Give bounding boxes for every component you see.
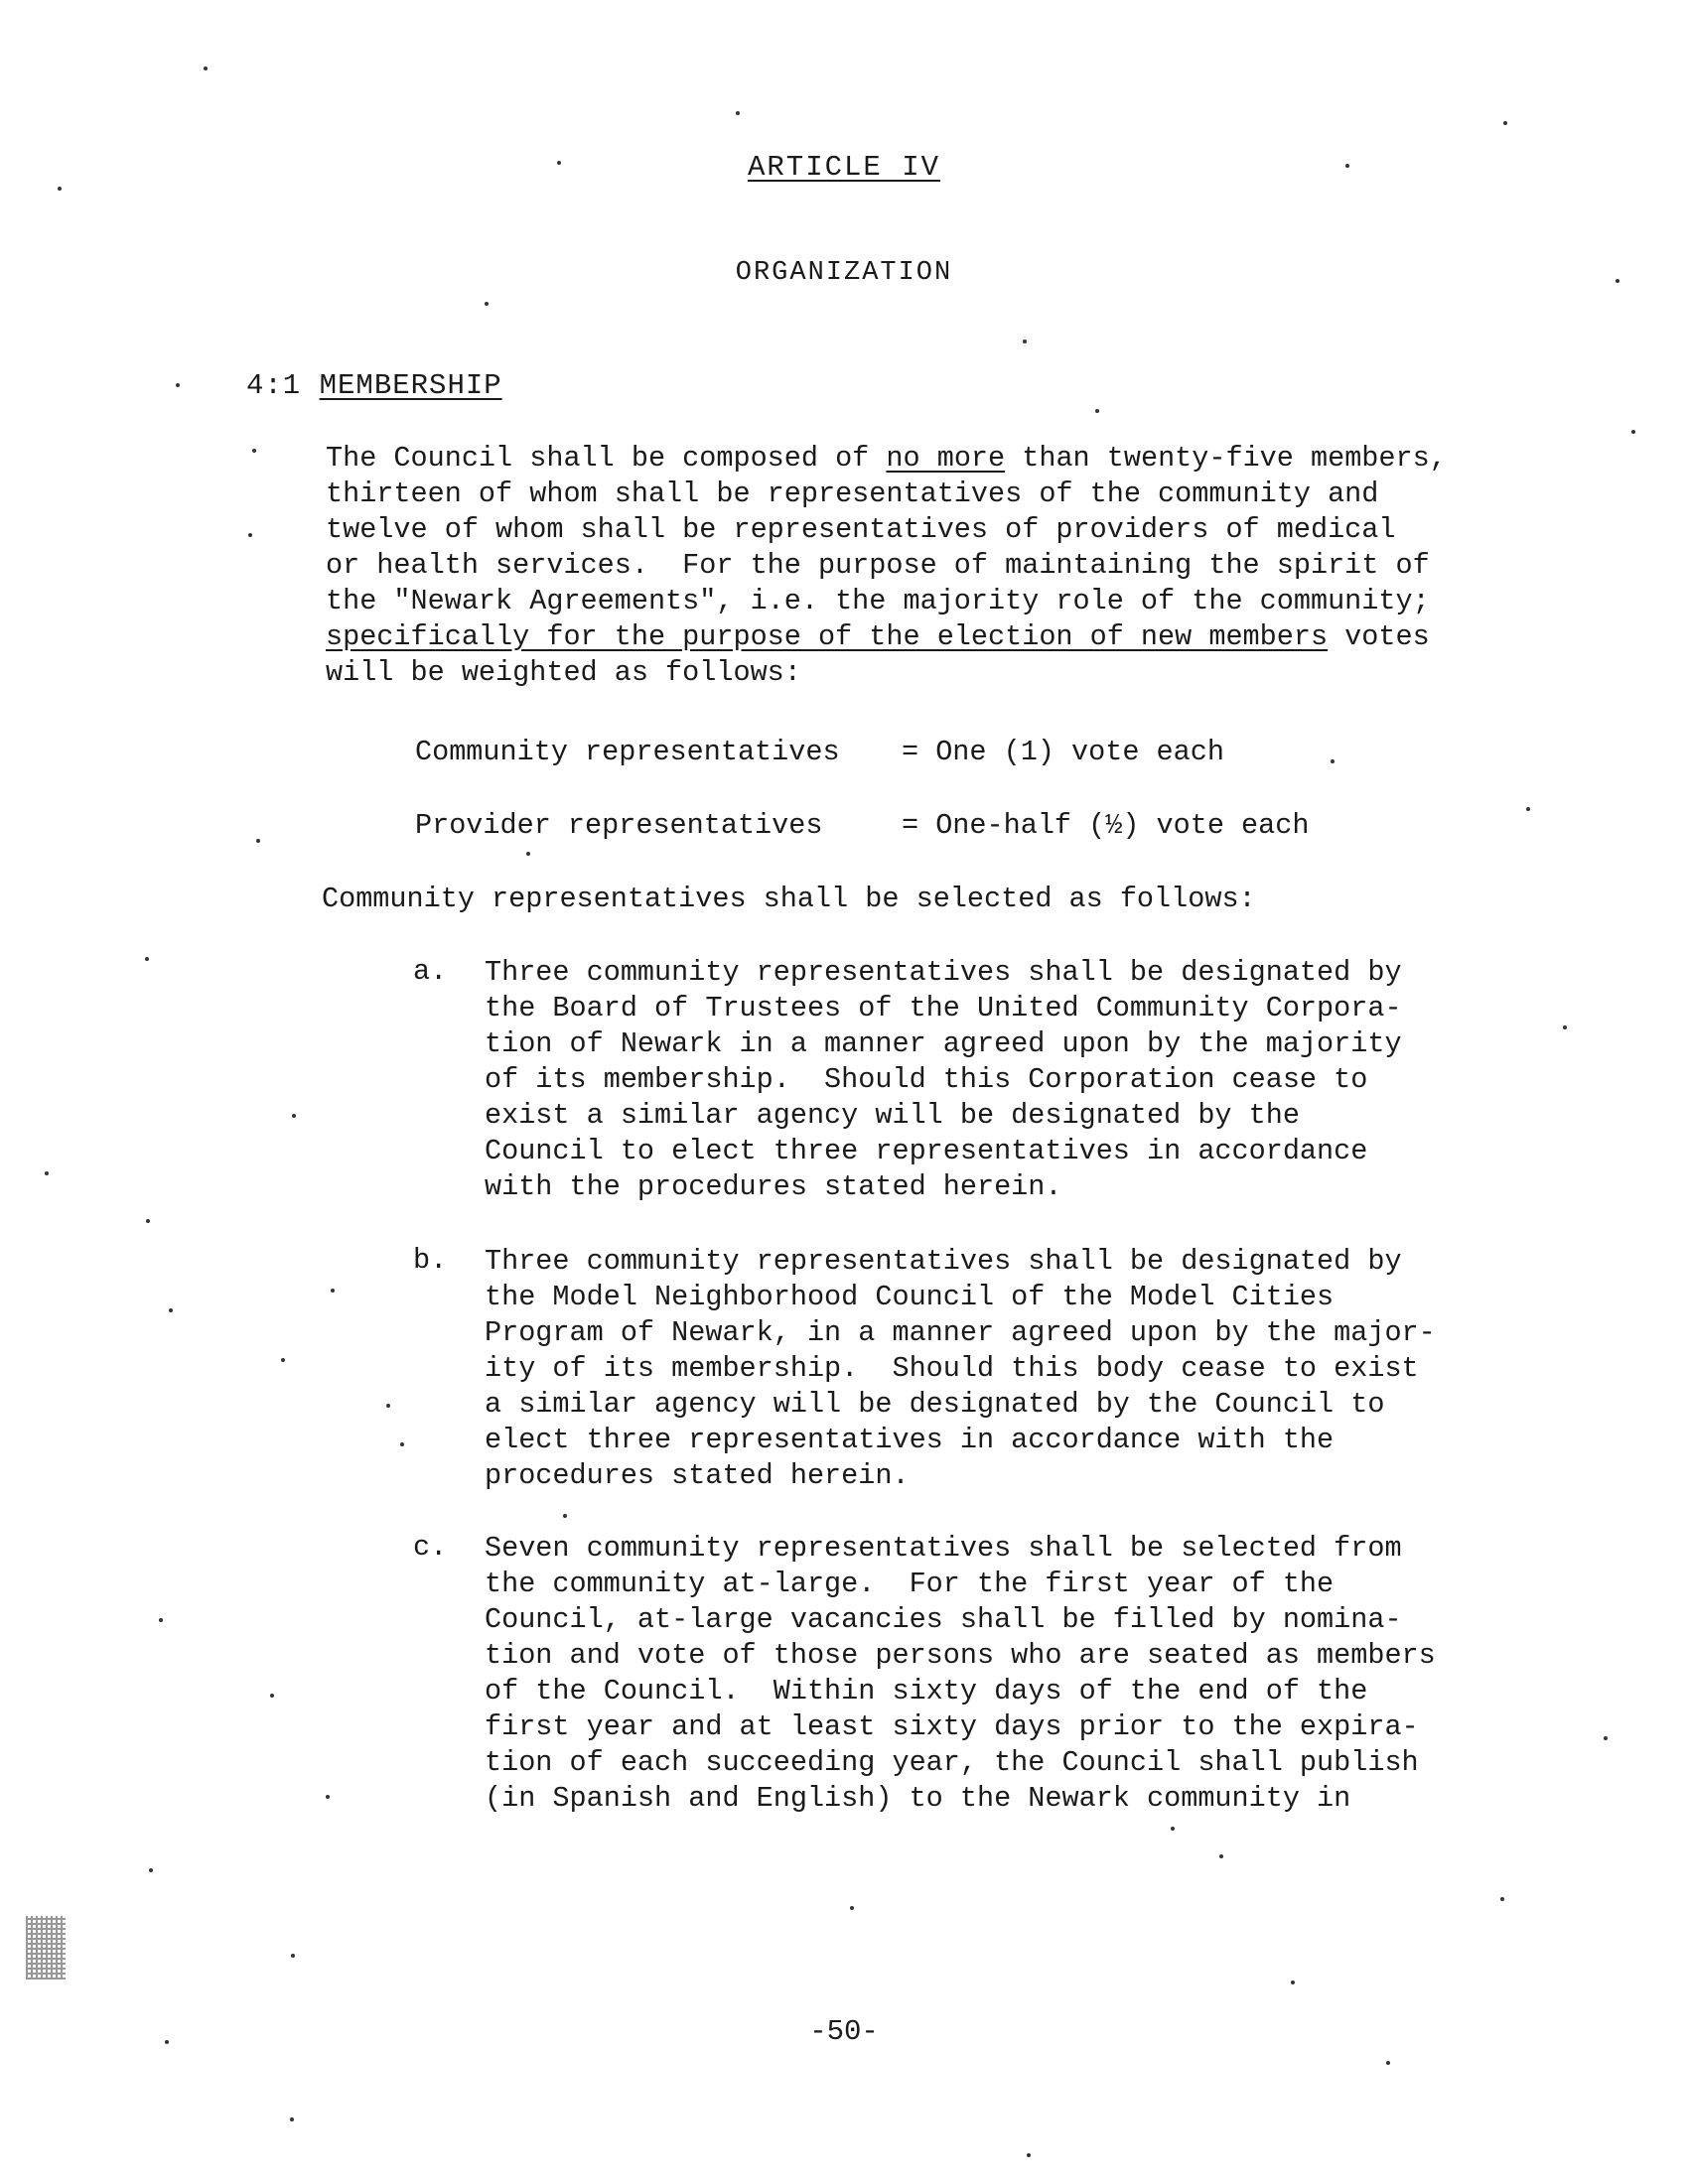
- section-number: 4:1: [246, 369, 302, 402]
- scan-speck: [400, 1442, 404, 1446]
- list-line: ity of its membership. Should this body cease to exist: [485, 1352, 1419, 1385]
- scan-speck: [1027, 2153, 1031, 2157]
- scan-speck: [557, 161, 561, 165]
- intro-line-1a: The Council shall be composed of: [326, 442, 887, 475]
- list-line: the Model Neighborhood Council of the Model Cities: [485, 1281, 1335, 1313]
- intro-line-1-underlined: no more: [886, 442, 1006, 475]
- scan-speck: [1331, 759, 1335, 763]
- scan-speck: [204, 67, 208, 70]
- list-line: (in Spanish and English) to the Newark community in: [485, 1782, 1351, 1815]
- list-line: exist a similar agency will be designated by the: [485, 1099, 1300, 1132]
- scan-speck: [485, 302, 489, 306]
- intro-line-1b: than twenty-five members,: [1005, 442, 1447, 475]
- article-subtitle: ORGANIZATION: [735, 258, 953, 288]
- scan-speck: [281, 1358, 285, 1362]
- scan-speck: [145, 957, 149, 961]
- list-marker-c: c.: [413, 1531, 448, 1564]
- intro-line-3: twelve of whom shall be representatives of providers of medical: [326, 513, 1396, 546]
- scan-speck: [58, 187, 62, 191]
- vote-value: = One-half (½) vote each: [902, 809, 1310, 842]
- scan-speck: [1500, 1897, 1504, 1901]
- scan-speck: [326, 1795, 330, 1799]
- scan-speck: [1023, 340, 1027, 343]
- intro-line-6: [326, 619, 1447, 655]
- scan-artifact-stamp: [26, 1916, 66, 1979]
- list-line: Seven community representatives shall be selected from: [485, 1532, 1402, 1565]
- list-line: Council, at-large vacancies shall be filled by nomina-: [485, 1603, 1402, 1636]
- scan-speck: [331, 1289, 335, 1293]
- list-line: a similar agency will be designated by the Council to: [485, 1388, 1385, 1421]
- list-line: Program of Newark, in a manner agreed upon by the major-: [485, 1316, 1436, 1349]
- vote-value: = One (1) vote each: [902, 736, 1224, 768]
- intro-line-4: or health services. For the purpose of maintaining the spirit of: [326, 549, 1430, 582]
- scan-speck: [165, 2040, 169, 2044]
- scan-speck: [146, 1219, 150, 1223]
- scan-speck: [291, 1954, 295, 1958]
- scan-speck: [252, 449, 256, 453]
- list-line: Council to elect three representatives in accordance: [485, 1135, 1368, 1167]
- vote-row-community: [415, 736, 1224, 768]
- scan-speck: [563, 1514, 567, 1518]
- article-title: ARTICLE IV: [747, 151, 941, 184]
- list-line: of the Council. Within sixty days of the end of the: [485, 1675, 1368, 1707]
- intro-paragraph: [326, 441, 1447, 691]
- scan-speck: [176, 383, 180, 387]
- scan-speck: [1095, 409, 1099, 413]
- scan-speck: [1291, 1980, 1295, 1984]
- page-number: -50-: [809, 2015, 879, 2048]
- scan-speck: [270, 1694, 274, 1698]
- scan-speck: [45, 1171, 49, 1175]
- scan-speck: [149, 1868, 153, 1872]
- scan-speck: [386, 1404, 390, 1408]
- scan-speck: [736, 111, 740, 115]
- selection-lead: Community representatives shall be selected as follows:: [322, 883, 1256, 915]
- list-item-a: [485, 955, 1402, 1205]
- intro-line-5: the "Newark Agreements", i.e. the majority role of the community;: [326, 585, 1430, 617]
- list-line: with the procedures stated herein.: [485, 1170, 1062, 1203]
- scan-speck: [290, 2117, 294, 2121]
- scan-speck: [1616, 279, 1619, 283]
- intro-line-6-underlined: specifically for the purpose of the election of new members: [326, 620, 1329, 653]
- scan-speck: [1503, 121, 1507, 125]
- list-line: first year and at least sixty days prior to the expira-: [485, 1710, 1419, 1743]
- section-heading: [246, 369, 502, 402]
- intro-line-7: will be weighted as follows:: [326, 656, 801, 689]
- list-line: Three community representatives shall be designated by: [485, 1245, 1402, 1278]
- list-line: the Board of Trustees of the United Community Corpora-: [485, 992, 1402, 1024]
- scan-speck: [1219, 1854, 1223, 1858]
- list-line: tion and vote of those persons who are seated as members: [485, 1639, 1436, 1672]
- list-line: procedures stated herein.: [485, 1459, 910, 1492]
- list-line: of its membership. Should this Corporation cease to: [485, 1063, 1368, 1096]
- scan-speck: [256, 839, 260, 843]
- list-item-c: [485, 1531, 1436, 1817]
- vote-role: Community representatives: [415, 736, 840, 768]
- intro-line-6b: votes: [1328, 620, 1430, 653]
- list-line: the community at-large. For the first year of the: [485, 1568, 1335, 1600]
- list-marker-a: a.: [413, 955, 448, 988]
- section-title: MEMBERSHIP: [319, 369, 502, 402]
- scan-speck: [292, 1114, 296, 1118]
- intro-line-1: [326, 441, 1447, 477]
- scan-speck: [1386, 2061, 1390, 2065]
- scan-speck: [1345, 164, 1349, 168]
- list-item-b: [485, 1244, 1436, 1494]
- scan-speck: [850, 1906, 854, 1910]
- scan-speck: [1631, 430, 1635, 434]
- list-line: Three community representatives shall be designated by: [485, 956, 1402, 989]
- scan-speck: [169, 1308, 173, 1312]
- scan-speck: [526, 852, 530, 856]
- list-line: elect three representatives in accordance with the: [485, 1424, 1335, 1456]
- scan-speck: [159, 1618, 163, 1622]
- scan-speck: [1604, 1736, 1608, 1740]
- list-line: tion of Newark in a manner agreed upon by the majority: [485, 1027, 1402, 1060]
- scan-speck: [1171, 1827, 1175, 1831]
- intro-line-2: thirteen of whom shall be representatives of the community and: [326, 478, 1379, 510]
- vote-role: Provider representatives: [415, 809, 823, 842]
- scan-speck: [248, 533, 252, 537]
- list-line: tion of each succeeding year, the Council shall publish: [485, 1746, 1419, 1779]
- vote-row-provider: [415, 809, 1309, 842]
- scan-speck: [1563, 1025, 1567, 1029]
- list-marker-b: b.: [413, 1244, 448, 1277]
- scan-speck: [1526, 807, 1530, 811]
